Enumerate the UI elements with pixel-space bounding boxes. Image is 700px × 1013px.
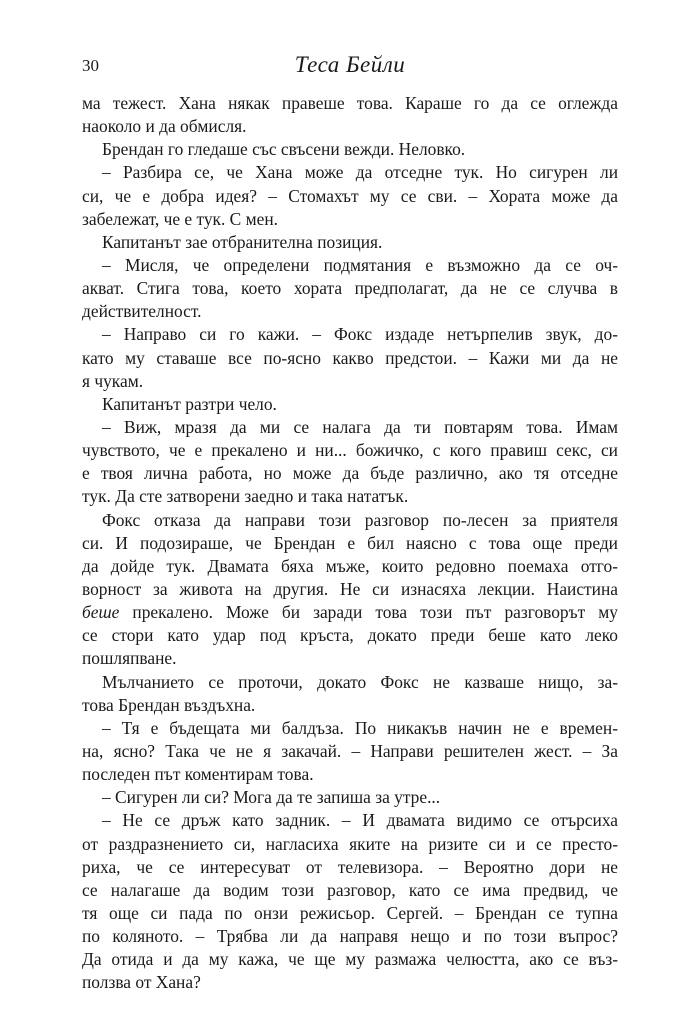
text-line xyxy=(82,370,618,393)
line-text: Да отида и да му кажа, че ще му размажа челюстта, ако се въз- xyxy=(82,949,618,970)
text-line xyxy=(82,439,618,462)
text-line xyxy=(82,509,618,532)
text-line xyxy=(82,485,618,508)
text-line xyxy=(82,624,618,647)
line-text: наоколо и да обмисля. xyxy=(82,116,247,137)
line-text: – Разбира се, че Хана може да отседне тук. Но сигурен ли xyxy=(102,162,618,183)
line-text: последен път коментирам това. xyxy=(82,764,314,785)
line-text: Фокс отказа да направи този разговор по-лесен за приятеля xyxy=(102,509,618,530)
line-text: – Виж, мразя да ми се налага да ти повтарям това. Имам xyxy=(102,416,618,437)
text-line xyxy=(82,532,618,555)
text-line xyxy=(82,694,618,717)
text-line xyxy=(82,92,618,115)
line-text: Брендан го гледаше със свъсени вежди. Неловко. xyxy=(102,139,466,160)
line-text: е твоя лична работа, но може да бъде различно, ако тя отседне xyxy=(82,463,618,484)
text-line xyxy=(82,208,618,231)
page-number: 30 xyxy=(82,56,99,75)
line-text: Мълчанието се проточи, докато Фокс не казваше нищо, за- xyxy=(102,671,618,692)
text-line xyxy=(82,647,618,670)
text-line xyxy=(82,856,618,879)
text-line xyxy=(82,833,618,856)
line-text: прекалено. Може би заради това този път разговорът му xyxy=(119,602,618,623)
line-text: действителност. xyxy=(82,301,202,322)
text-line xyxy=(82,138,618,161)
line-text: се стори като удар под кръста, докато преди беше като леко xyxy=(82,625,618,646)
line-text: – Мисля, че определени подмятания е възможно да се оч- xyxy=(102,254,618,275)
line-text: чувството, че е прекалено и ни... божичко, с кого правиш секс, си xyxy=(82,440,618,461)
line-text: Капитанът разтри чело. xyxy=(102,393,277,414)
text-line xyxy=(82,161,618,184)
line-text: пошляпване. xyxy=(82,648,177,669)
line-text: на, ясно? Така че не я закачай. – Направи решителен жест. – За xyxy=(82,740,618,761)
text-line xyxy=(82,462,618,485)
text-line xyxy=(82,231,618,254)
line-text: като му ставаше все по-ясно какво предстои. – Кажи ми да не xyxy=(82,347,618,368)
line-text: – Направо си го кажи. – Фокс издаде нетърпелив звук, до- xyxy=(102,324,618,345)
line-text: я чукам. xyxy=(82,370,144,391)
text-line xyxy=(82,879,618,902)
text-line xyxy=(82,809,618,832)
line-text: – Сигурен ли си? Мога да те запиша за утре... xyxy=(102,787,441,808)
text-line xyxy=(82,925,618,948)
line-text: това Брендан въздъхна. xyxy=(82,694,256,715)
text-line xyxy=(82,740,618,763)
text-line xyxy=(82,254,618,277)
line-text: риха, че се интересуват от телевизора. – Вероятно дори не xyxy=(82,856,618,877)
line-text: забележат, че е тук. С мен. xyxy=(82,208,279,229)
line-text: тя още си пада по онзи режисьор. Сергей. – Брендан се тупна xyxy=(82,902,618,923)
line-text: по коляното. – Трябва ли да направя нещо и по този въпрос? xyxy=(82,926,618,947)
line-text: Капитанът зае отбранителна позиция. xyxy=(102,231,383,252)
line-text: ползва от Хана? xyxy=(82,972,201,993)
text-line xyxy=(82,717,618,740)
page-header xyxy=(82,52,618,82)
text-line xyxy=(82,416,618,439)
page-body xyxy=(82,92,618,994)
text-line xyxy=(82,347,618,370)
italic-emphasis: беше xyxy=(82,602,120,623)
text-line xyxy=(82,185,618,208)
text-line xyxy=(82,671,618,694)
line-text: – Тя е бъдещата ми балдъза. По никакъв начин не е времен- xyxy=(102,717,618,738)
text-line xyxy=(82,601,618,624)
text-line xyxy=(82,763,618,786)
line-text: ворност за живота на другия. Не си изнасяха лекции. Наистина xyxy=(82,578,618,599)
text-line xyxy=(82,578,618,601)
text-line xyxy=(82,555,618,578)
text-line xyxy=(82,948,618,971)
line-text: си. И подозираше, че Брендан е бил наясно с това още преди xyxy=(82,532,618,553)
text-line xyxy=(82,393,618,416)
line-text: акват. Стига това, което хората предполагат, да не се случва в xyxy=(82,278,618,299)
line-text: ма тежест. Хана някак правеше това. Караше го да се оглежда xyxy=(82,93,618,113)
text-line xyxy=(82,971,618,994)
line-text: – Не се дръж като задник. – И двамата видимо се отърсиха xyxy=(102,810,618,831)
text-line xyxy=(82,115,618,138)
line-text: да дойде тук. Двамата бяха мъже, които редовно поемаха отго- xyxy=(82,555,618,576)
line-text: от раздразнението си, нагласиха яките на ризите си и се престо- xyxy=(82,833,618,854)
line-text: тук. Да сте затворени заедно и така нататък. xyxy=(82,486,409,507)
line-text: се налагаше да водим този разговор, като се има предвид, че xyxy=(82,879,618,900)
text-line xyxy=(82,323,618,346)
text-line xyxy=(82,902,618,925)
running-title-author: Теса Бейли xyxy=(294,52,406,77)
line-text: си, че е добра идея? – Стомахът му се сви. – Хората може да xyxy=(82,185,618,206)
text-line xyxy=(82,786,618,809)
text-line xyxy=(82,277,618,300)
text-line xyxy=(82,300,618,323)
